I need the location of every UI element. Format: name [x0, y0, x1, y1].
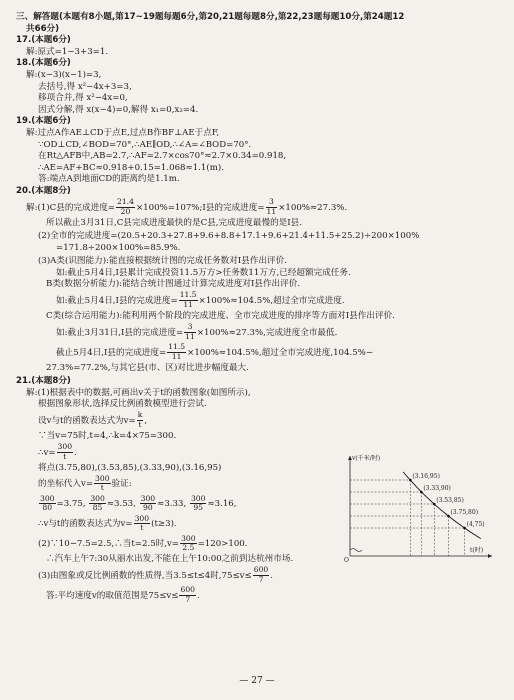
fraction	[253, 566, 270, 584]
fraction	[116, 198, 135, 216]
page-number: — 27 —	[239, 676, 275, 686]
fraction	[137, 411, 144, 429]
q20-part3-c: C类(综合运用能力):能利用两个阶段的完成进度、全市完成进度的排序等方面对I县作出评价.	[46, 311, 395, 322]
graph-svg	[336, 452, 496, 564]
q21-part2-text: (2)∵10−7.5=2.5,∴当t=2.5时,v=	[38, 539, 180, 550]
numerator: 300	[140, 493, 156, 503]
denominator: 11	[171, 351, 182, 361]
check-result: ≈3.33,	[157, 499, 187, 510]
point-label: (3.53,85)	[436, 497, 464, 504]
numerator: 300	[40, 493, 55, 503]
denominator: t	[140, 523, 144, 533]
fraction	[167, 343, 186, 361]
q19-step2: ∵OD⊥CD,∠BOD=70°,∴AE∥OD,∴∠A=∠BOD=70°.	[38, 139, 252, 150]
check-result: ≈3.16,	[207, 499, 237, 510]
q21-heading: 21.(本题8分)	[16, 376, 71, 387]
fraction	[140, 495, 157, 513]
q21-part3-text2: .	[270, 570, 273, 581]
numerator: 300	[90, 493, 105, 503]
q21-part1-k: ∵当v=75时,t=4,∴k=4×75=300.	[38, 431, 177, 442]
q21-set-text: 设v与t的函数表达式为v=	[38, 416, 136, 427]
denominator: 2.5	[182, 543, 195, 553]
fraction	[179, 291, 198, 309]
curve-v-300-over-t	[403, 472, 481, 539]
q17-solution: 解:原式=1−3+3=1.	[26, 46, 109, 57]
axis-break-mark	[350, 549, 362, 552]
denominator: 20	[120, 206, 131, 216]
q21-set-text2: ,	[144, 416, 148, 427]
numerator: 300	[190, 493, 206, 503]
q20-part3-a-example: 如:截止5月4日,I县累计完成投资11.5万方>任务数11万方,已经超额完成任务.	[56, 267, 351, 278]
y-axis-label: v(千米/时)	[352, 455, 381, 462]
denominator: 95	[193, 503, 204, 513]
point-label: (3.75,80)	[450, 509, 479, 516]
numerator: 600	[253, 565, 269, 575]
q20-heading: 20.(本题8分)	[16, 185, 71, 196]
q19-step1: 解:过点A作AE⊥CD于点E,过点B作BF⊥AE于点F,	[26, 127, 220, 138]
q21-part3-text: (3)由图象或反比例函数的性质得,当3.5≤t≤4时,75≤v≤	[38, 570, 252, 581]
q20-part3-c-text: 如:截止3月31日,I县的完成进度=	[56, 327, 184, 338]
q17-heading: 17.(本题6分)	[16, 35, 71, 46]
q20-part3-b-text2: ×100%≈104.5%,超过全市完成进度.	[198, 296, 345, 307]
fraction	[89, 495, 106, 513]
q19-step4: ∴AE=AF+BC≈0.918+0.15=1.068≈1.1(m).	[38, 162, 224, 173]
x-axis-arrow	[488, 554, 492, 558]
q18-step4: 因式分解,得 x(x−4)=0,解得 x₁=0,x₂=4.	[38, 104, 199, 115]
denominator: 11	[266, 206, 277, 216]
q18-step3: 移项合并,得 x²−4x=0,	[38, 93, 128, 104]
numerator: k	[137, 410, 143, 420]
point-label: (3.33,90)	[423, 485, 451, 492]
q21-answer	[16, 586, 504, 606]
q20-part3-c-text4: ×100%≈104.5%,超过全市完成进度,104.5%−	[187, 347, 374, 358]
q20-part3-b-example	[16, 291, 504, 311]
q20-part1	[16, 198, 504, 218]
fraction	[184, 323, 196, 341]
fraction	[94, 475, 111, 493]
denominator: 7	[185, 594, 191, 604]
q20-part2: (2)全市的完成进度=(20.5+20.3+27.8+9.6+8.8+17.1+9.6+21.4+11.5+25.2)÷200×100%	[38, 231, 420, 242]
q21-formula-text2: .	[74, 447, 77, 458]
denominator: 90	[143, 503, 153, 513]
q21-part1-intro: 解:(1)根据表中的数据,可画出v关于t的函数图象(如图所示),	[26, 387, 251, 398]
q20-part3-a: (3)A类(识图能力):能直接根据统计图的完成任务数对I县作出评价.	[38, 256, 287, 267]
point-label: (4,75)	[466, 521, 485, 528]
denominator: 11	[183, 300, 193, 310]
q20-part2-result: =171.8÷200×100%=85.9%.	[56, 242, 181, 253]
numerator: 21.4	[117, 196, 134, 206]
q21-conclusion-text2: (t≥3).	[151, 519, 177, 530]
q20-part3-c-example1	[16, 323, 504, 343]
q18-heading: 18.(本题6分)	[16, 58, 71, 69]
denominator: t	[138, 420, 142, 430]
numerator: 300	[134, 513, 150, 523]
fraction	[266, 198, 278, 216]
q21-formula-text: ∴v=	[38, 447, 56, 458]
q21-part2-text2: =120>100.	[197, 539, 248, 550]
q21-part1-model: 根据图象形状,选择反比例函数模型进行尝试.	[38, 399, 207, 410]
q21-part2-conclusion: ∴汽车上午7:30从丽水出发,不能在上午10:00之前到达杭州市场.	[46, 554, 294, 565]
numerator: 3	[266, 198, 278, 208]
fraction	[190, 495, 207, 513]
denominator: t	[63, 451, 67, 461]
numerator: 11.5	[168, 342, 186, 352]
numerator: 300	[181, 533, 196, 543]
q19-answer: 答:端点A到地面CD的距离约是1.1m.	[38, 174, 180, 185]
q20-part3-c-text2: ×100%≈27.3%,完成进度全市最低.	[196, 327, 338, 338]
q21-part1-set	[16, 411, 504, 431]
q20-part3-b-text: 如:截止5月4日,I县的完成进度=	[56, 296, 178, 307]
denominator: t	[100, 483, 104, 493]
denominator: 85	[92, 503, 103, 513]
fraction	[134, 515, 151, 533]
q21-part3	[16, 566, 504, 586]
q20-part1-text3: ×100%≈27.3%.	[278, 202, 348, 213]
q21-answer-text2: .	[196, 590, 200, 601]
section-3-header-cont: 共66分)	[26, 23, 60, 34]
q20-part3-c-text3: 截止5月4日,I县的完成进度=	[56, 347, 167, 358]
numerator: 300	[95, 473, 110, 483]
q21-answer-text: 答:平均速度v的取值范围是75≤v≤	[46, 590, 179, 601]
q18-step1: 解:(x−3)(x−1)=3,	[26, 69, 102, 80]
check-result: ≈3.53,	[106, 499, 136, 510]
numerator: 300	[57, 442, 73, 452]
function-graph	[336, 452, 496, 564]
q20-part1-text: 解:(1)C县的完成进度=	[26, 202, 116, 213]
q21-conclusion-text: ∴v与t的函数表达式为v=	[38, 519, 133, 530]
numerator: 11.5	[179, 290, 197, 300]
fraction	[39, 495, 56, 513]
q18-step2: 去括号,得 x²−4x+3=3,	[38, 81, 132, 92]
check-result: =3.75,	[56, 499, 86, 510]
q21-part1-points: 将点(3.75,80),(3.53,85),(3.33,90),(3.16,95)	[38, 462, 222, 473]
graph-marks	[350, 472, 485, 556]
denominator: 7	[258, 574, 264, 584]
fraction	[179, 586, 196, 604]
fraction	[57, 443, 74, 461]
numerator: 600	[180, 585, 195, 595]
q20-part1-conclusion: 所以截止3月31日,C县完成进度最快的是C县,完成进度最慢的是I县.	[46, 217, 302, 228]
q20-part3-c-conclusion: 27.3%=77.2%,与其它县(市、区)对比进步幅度最大.	[46, 362, 249, 373]
q20-part3-c-example2	[16, 343, 504, 363]
q21-verify-text2: 验证:	[111, 479, 132, 490]
q21-verify-text: 的坐标代入v=	[38, 479, 94, 490]
numerator: 3	[184, 323, 196, 333]
q20-part1-text2: ×100%=107%;I县的完成进度=	[135, 202, 265, 213]
fraction	[180, 535, 197, 553]
q19-heading: 19.(本题6分)	[16, 116, 71, 127]
x-axis-label: t(时)	[470, 547, 484, 554]
point-label: (3.16,95)	[412, 473, 440, 480]
q20-part3-b: B类(数据分析能力):能结合统计图通过计算完成进度对I县作出评价.	[46, 279, 301, 290]
section-3-header: 三、解答题(本题有8小题,第17~19题每题6分,第20,21题每题8分,第22,23题每题10分,第24题12	[16, 12, 405, 22]
q19-step3: 在Rt△AFB中,AB=2.7,∴AF=2.7×cos70°≈2.7×0.34=0.918,	[38, 151, 287, 162]
denominator: 11	[185, 331, 195, 341]
denominator: 80	[42, 503, 53, 513]
origin-label: O	[344, 557, 349, 564]
